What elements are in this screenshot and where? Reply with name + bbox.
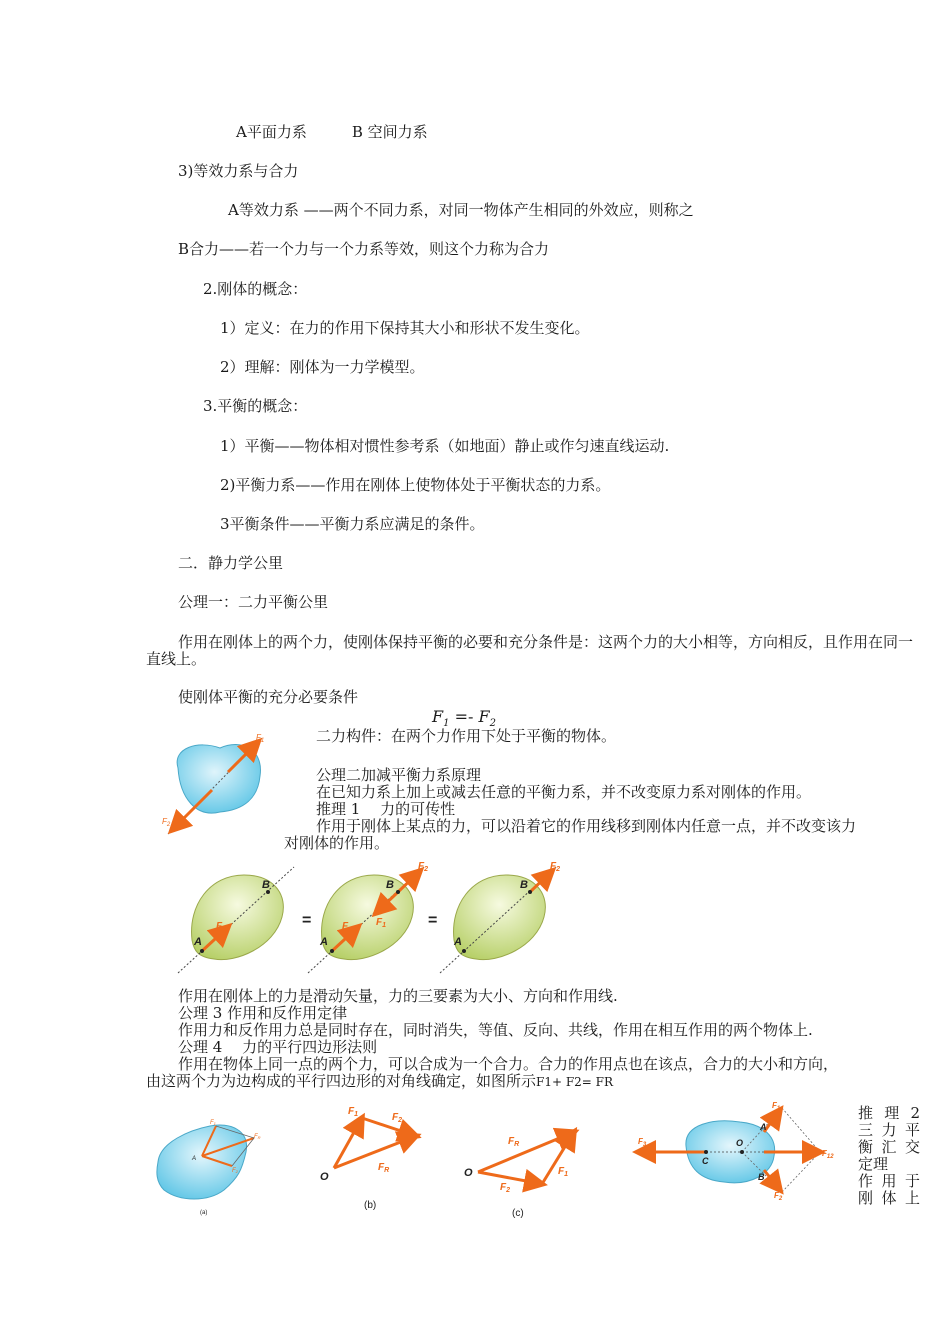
axiom1-condition: 使刚体平衡的充分必要条件 <box>178 688 359 706</box>
svg-text:(b): (b) <box>364 1200 377 1211</box>
svg-text:F1: $F_1$ <box>558 1166 569 1178</box>
parallelogram-figure-a <box>150 1112 272 1216</box>
triangle-figure-c <box>458 1120 588 1224</box>
equil-condition: 3平衡条件——平衡力系应满足的条件。 <box>220 515 485 533</box>
inference2-sidebar: 推 理 2 三 力 平 衡 汇 交 定理 作 用 于 刚 体 上 <box>858 1104 920 1207</box>
axiom2-body: 在已知力系上加上或减去任意的平衡力系，并不改变原力系对刚体的作用。 <box>316 783 812 801</box>
axiom4-body-b: 由这两个力为边构成的平行四边形的对角线确定，如图所示F1+ F2= FR <box>146 1072 614 1090</box>
triangle-figure-b <box>310 1098 430 1216</box>
svg-text:=: = <box>428 912 438 929</box>
svg-text:O: O <box>320 1171 329 1183</box>
svg-text:A: A <box>320 936 328 948</box>
svg-text:O: O <box>736 1138 744 1148</box>
svg-text:F2: $F_2$ <box>500 1182 511 1194</box>
inference1-body-b: 对刚体的作用。 <box>284 834 390 852</box>
f2-label: $F_2$ <box>162 817 171 828</box>
axiom3-title: 公理 3 作用和反作用定律 <box>178 1004 348 1022</box>
equil-heading: 3.平衡的概念： <box>203 397 308 415</box>
svg-text:F12: $F_{12}$ <box>822 1149 834 1160</box>
equilibrium-formula: $F_1 =- F_2$ <box>432 707 496 730</box>
svg-text:F3: $F_3$ <box>638 1137 647 1148</box>
transmissibility-figure <box>170 855 560 979</box>
svg-text:F2: F2 <box>232 1168 238 1174</box>
svg-text:FR: FR <box>254 1134 261 1140</box>
svg-text:(c): (c) <box>512 1208 524 1219</box>
svg-text:A: A <box>194 936 202 948</box>
svg-text:F: F <box>342 921 349 932</box>
svg-text:A: A <box>760 1122 767 1132</box>
svg-text:F2: $F_2$ <box>774 1191 783 1200</box>
green-body-3 <box>454 875 546 960</box>
svg-text:A: A <box>454 936 462 948</box>
equiv-heading: 3)等效力系与合力 <box>178 162 299 180</box>
svg-text:C: C <box>702 1156 709 1166</box>
svg-text:F2: $F_2$ <box>392 1112 403 1124</box>
svg-text:F1: $F_1$ <box>348 1106 359 1118</box>
svg-text:O: O <box>464 1167 473 1179</box>
svg-text:F1: $F_1$ <box>376 917 387 929</box>
equil-system: 2)平衡力系——作用在刚体上使物体处于平衡状态的力系。 <box>220 476 611 494</box>
two-force-body-figure <box>158 728 278 840</box>
svg-text:(a): (a) <box>200 1210 208 1216</box>
svg-text:F2: $F_2$ <box>550 861 560 873</box>
svg-text:B: B <box>262 879 270 891</box>
svg-text:B: B <box>758 1172 765 1182</box>
rigid-body-blob <box>177 744 260 813</box>
force-types-line: A平面力系 B 空间力系 <box>236 123 428 141</box>
svg-text:FR: $F_R$ <box>378 1162 390 1174</box>
axiom3-body: 作用力和反作用力总是同时存在，同时消失，等值、反向、共线，作用在相互作用的两个物体上. <box>178 1021 813 1039</box>
axiom1-body: 作用在刚体上的两个力，使刚体保持平衡的必要和充分条件是：这两个力的大小相等，方向相反，且作用在同一直线上。 <box>146 633 914 668</box>
svg-text:B: B <box>386 879 394 891</box>
svg-text:B: B <box>520 879 528 891</box>
rigid-understand: 2）理解：刚体为一力学模型。 <box>220 358 425 376</box>
svg-text:F2: $F_2$ <box>418 861 429 873</box>
axiom1-title: 公理一：二力平衡公里 <box>178 593 329 611</box>
inference1-body-a: 作用于刚体上某点的力，可以沿着它的作用线移到刚体内任意一点，并不改变该力 <box>316 817 857 835</box>
equiv-def: A等效力系 ——两个不同力系，对同一物体产生相同的外效应，则称之 <box>228 201 694 219</box>
rigid-def: 1）定义：在力的作用下保持其大小和形状不发生变化。 <box>220 319 590 337</box>
f1-label: $F_1$ <box>256 733 265 744</box>
three-force-figure <box>632 1100 854 1200</box>
rigid-heading: 2.刚体的概念： <box>203 280 308 298</box>
equil-def: 1）平衡——物体相对惯性参考系（如地面）静止或作匀速直线运动. <box>220 437 670 455</box>
svg-text:F1: $F_1$ <box>772 1101 781 1112</box>
resultant-def: B合力——若一个力与一个力系等效，则这个力称为合力 <box>178 240 550 258</box>
svg-text:F: F <box>216 921 223 932</box>
svg-text:A: A <box>192 1156 197 1162</box>
section-two-heading: 二．静力学公里 <box>178 554 284 572</box>
two-force-member: 二力构件：在两个力作用下处于平衡的物体。 <box>316 727 617 745</box>
svg-text:F1: F1 <box>210 1120 216 1126</box>
inference1-title: 推理 1 力的可传性 <box>316 800 456 818</box>
axiom4-body-a: 作用在物体上同一点的两个力，可以合成为一个合力。合力的作用点也在该点，合力的大小和方向， <box>178 1055 839 1073</box>
axiom2-title: 公理二加减平衡力系原理 <box>316 766 482 784</box>
svg-text:FR: $F_R$ <box>508 1136 520 1148</box>
axiom4-title: 公理 4 力的平行四边形法则 <box>178 1038 378 1056</box>
svg-text:=: = <box>302 912 312 929</box>
sliding-vector: 作用在刚体上的力是滑动矢量，力的三要素为大小、方向和作用线. <box>178 987 618 1005</box>
